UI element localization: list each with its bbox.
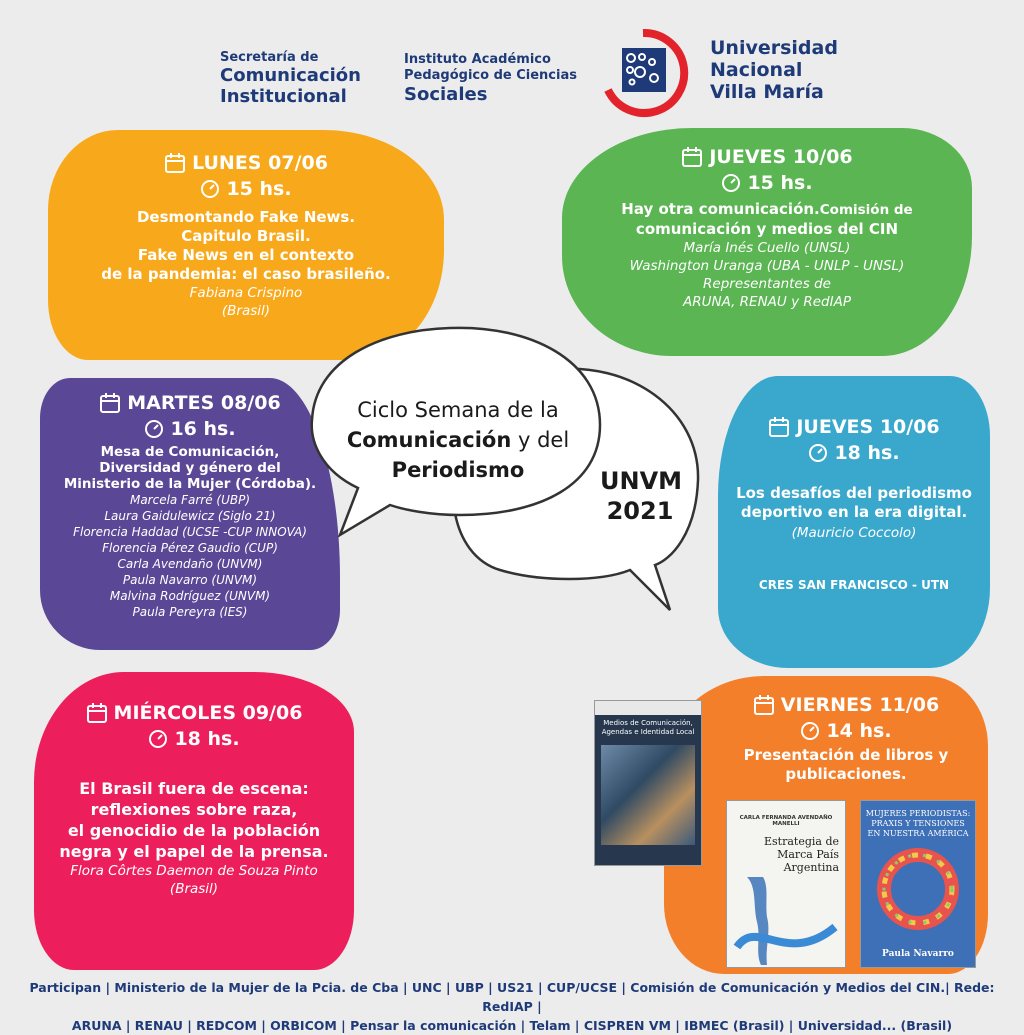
day-label: MIÉRCOLES 09/06 — [113, 702, 303, 724]
event-miercoles-day — [86, 702, 303, 724]
event-title-line: Diversidad y género del — [99, 460, 281, 476]
event-title-line: publicaciones. — [785, 765, 907, 783]
instituto-line2: Pedagógico de Ciencias — [404, 68, 577, 83]
event-viernes-hour — [800, 720, 891, 742]
instituto-line1: Instituto Académico — [404, 52, 551, 67]
event-speaker: Carla Avendaño (UNVM) — [117, 557, 263, 571]
calendar-icon — [681, 146, 703, 168]
university-name — [710, 37, 838, 103]
hour-label: 18 hs. — [174, 728, 240, 750]
participants-footer — [10, 978, 1014, 1035]
event-speaker: Representantes de — [703, 276, 831, 292]
book2-title: Estrategia de Marca País Argentina — [763, 835, 839, 874]
event-title-line: Mesa de Comunicación, — [100, 444, 280, 460]
event-lunes-hour — [200, 178, 291, 200]
book3-title: MUJERES PERIODISTAS: PRAXIS Y TENSIONES EN NUESTRA AMÉRICA — [865, 809, 971, 838]
event-speaker: Paula Navarro (UNVM) — [122, 573, 258, 587]
day-label: JUEVES 10/06 — [709, 146, 853, 168]
event-martes-card — [40, 378, 340, 650]
university-logo-icon — [598, 28, 688, 118]
event-speaker: Marcela Farré (UBP) — [129, 493, 251, 507]
hour-label: 18 hs. — [834, 442, 900, 464]
event-speaker: María Inés Cuello (UNSL) — [683, 240, 851, 256]
calendar-icon — [86, 702, 108, 724]
book-cover-medios — [594, 700, 702, 866]
calendar-icon — [164, 152, 186, 174]
secretaria-logo-text — [220, 50, 361, 107]
event-speaker: ARUNA, RENAU y RedIAP — [683, 294, 851, 310]
day-label: VIERNES 11/06 — [780, 694, 940, 716]
university-line2: Nacional — [710, 59, 803, 81]
book2-author: CARLA FERNANDA AVENDAÑO MANELLI — [739, 815, 833, 827]
event-title-a: Hay otra comunicación. — [621, 200, 820, 218]
event-title-line: Fake News en el contexto — [137, 246, 355, 264]
event-jueves2-day — [768, 416, 939, 438]
event-title-line: el genocidio de la población — [67, 821, 321, 840]
event-speaker: Florencia Haddad (UCSE -CUP INNOVA) — [73, 525, 307, 539]
hour-label: 14 hs. — [826, 720, 892, 742]
event-jueves2-card — [718, 376, 990, 668]
clock-icon — [144, 419, 164, 439]
event-title-line: de la pandemia: el caso brasileño. — [101, 265, 391, 283]
event-speaker: Florencia Pérez Gaudio (CUP) — [102, 541, 278, 555]
event-speaker: (Mauricio Coccolo) — [791, 525, 917, 541]
secretaria-line1: Secretaría de — [220, 50, 319, 65]
event-title-line: Capitulo Brasil. — [181, 227, 311, 245]
event-jueves2-hour — [808, 442, 899, 464]
footer-line1: Participan | Ministerio de la Mujer de la Pcia. de Cba | UNC | UBP | US21 | CUP/UCSE | Comisión de Comunicación y Medios del CIN.| Rede: RedIAP | — [29, 980, 995, 1014]
book-cover-mujeres-periodistas — [860, 800, 976, 968]
secretaria-line2: Comunicación — [220, 65, 361, 86]
center-tag2: 2021 — [606, 497, 674, 525]
footer-line2: ARUNA | RENAU | REDCOM | ORBICOM | Pensar la comunicación | Telam | CISPREN VM | IBMEC (Brasil) | Universidad... (Brasil) — [71, 1018, 953, 1033]
event-country: (Brasil) — [169, 881, 219, 897]
event-lunes-day — [164, 152, 328, 174]
center-tag — [600, 466, 683, 526]
event-venue: CRES SAN FRANCISCO - UTN — [758, 578, 950, 592]
day-label: JUEVES 10/06 — [796, 416, 940, 438]
instituto-line3: Sociales — [404, 84, 488, 105]
event-martes-hour — [144, 418, 235, 440]
book1-photo — [601, 745, 695, 845]
event-title-line: deportivo en la era digital. — [740, 503, 968, 521]
center-line1: Ciclo Semana de la — [357, 398, 559, 422]
secretaria-line3: Institucional — [220, 86, 347, 107]
event-miercoles-hour — [148, 728, 239, 750]
event-speaker: Laura Gaidulewicz (Siglo 21) — [104, 509, 276, 523]
clock-icon — [808, 443, 828, 463]
calendar-icon — [99, 392, 121, 414]
book3-author: Paula Navarro — [882, 949, 954, 959]
event-title-line: negra y el papel de la prensa. — [59, 842, 329, 861]
book1-title: Medios de Comunicación, Agendas e Identidad Local — [601, 719, 695, 736]
event-title-c: comunicación y medios del CIN — [635, 220, 899, 238]
event-viernes-day — [753, 694, 939, 716]
argentina-map-icon — [727, 877, 845, 967]
instituto-logo-text — [404, 52, 577, 106]
event-speaker: Washington Uranga (UBA - UNLP - UNSL) — [629, 258, 905, 274]
clock-icon — [148, 729, 168, 749]
clock-icon — [800, 721, 820, 741]
calendar-icon — [753, 694, 775, 716]
day-label: LUNES 07/06 — [192, 152, 328, 174]
center-tag1: UNVM — [600, 467, 683, 495]
center-title — [328, 395, 588, 485]
event-title-b: Comisión de — [819, 202, 913, 218]
flower-wreath-icon — [861, 841, 975, 941]
hour-label: 15 hs. — [226, 178, 292, 200]
event-speaker: Paula Pereyra (IES) — [132, 605, 248, 619]
event-jueves1-hour — [721, 172, 812, 194]
event-miercoles-card — [34, 672, 354, 970]
center-line2-rest: y del — [511, 428, 570, 452]
center-line2-bold: Comunicación — [346, 428, 512, 452]
event-speaker: Malvina Rodríguez (UNVM) — [109, 589, 271, 603]
event-speaker: Fabiana Crispino — [189, 285, 303, 301]
event-jueves1-day — [681, 146, 852, 168]
center-line3: Periodismo — [391, 458, 525, 482]
event-title-line: reflexiones sobre raza, — [90, 800, 298, 819]
event-title-line: Presentación de libros y — [743, 746, 949, 764]
hour-label: 15 hs. — [747, 172, 813, 194]
day-label: MARTES 08/06 — [127, 392, 281, 414]
book-cover-marca-pais — [726, 800, 846, 968]
clock-icon — [200, 179, 220, 199]
event-martes-day — [99, 392, 280, 414]
university-line3: Villa María — [710, 81, 824, 103]
event-title-line: Desmontando Fake News. — [136, 208, 356, 226]
event-title-line: Los desafíos del periodismo — [736, 484, 972, 502]
clock-icon — [721, 173, 741, 193]
event-title-line: Ministerio de la Mujer (Córdoba). — [63, 476, 317, 492]
calendar-icon — [768, 416, 790, 438]
event-country: (Brasil) — [221, 303, 271, 319]
hour-label: 16 hs. — [170, 418, 236, 440]
university-line1: Universidad — [710, 37, 838, 59]
event-title-line: El Brasil fuera de escena: — [79, 779, 309, 798]
event-speaker: Flora Côrtes Daemon de Souza Pinto — [70, 863, 318, 879]
